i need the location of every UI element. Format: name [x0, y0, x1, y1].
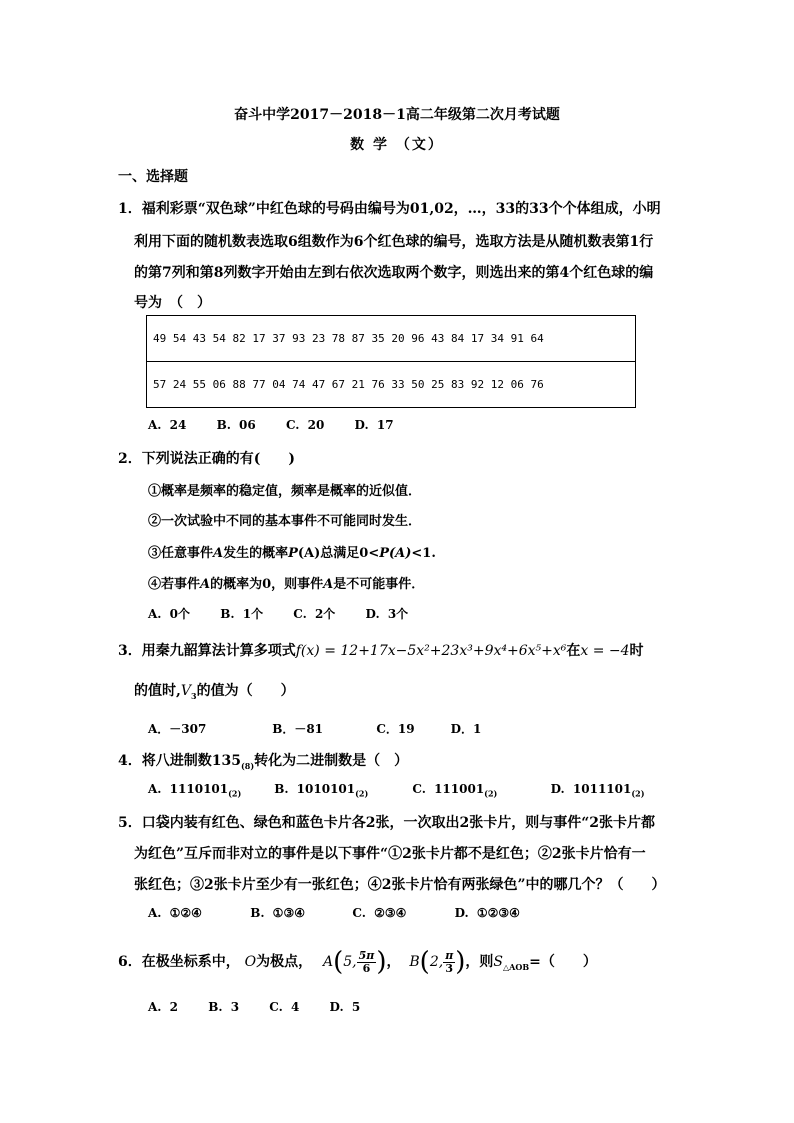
var-pa: P(A)	[379, 546, 412, 561]
var-a: A	[323, 577, 334, 592]
option-d: D. 17	[354, 418, 394, 432]
section-heading: 一、选择题	[118, 169, 188, 185]
point-a: A	[322, 954, 334, 970]
text: 是不可能事件．	[333, 577, 425, 592]
paren: (	[419, 947, 430, 977]
q1-line4: 号为 （ ）	[134, 295, 211, 311]
subscript: 3	[191, 690, 197, 701]
text: (A)总满足0<	[297, 546, 380, 561]
x-value: x = −4	[580, 643, 630, 659]
subscript: (8)	[240, 760, 255, 771]
option-a: A. 2	[148, 1000, 179, 1014]
subscript: (2)	[228, 788, 242, 799]
q6-options	[148, 1000, 382, 1014]
a-angle-fraction	[357, 950, 377, 975]
table-row	[147, 316, 636, 362]
option-d: D．1	[450, 722, 482, 736]
option-b: B. 1个	[220, 607, 264, 621]
var-o: O	[244, 954, 257, 970]
q2-statement-3	[148, 542, 436, 561]
numerator: π	[445, 948, 454, 962]
q1-line2: 利用下面的随机数表选取6组数作为6个红色球的编号，选取方法是从随机数表第1行	[134, 234, 654, 250]
text: =（ ）	[529, 954, 597, 970]
option-a	[148, 782, 244, 798]
text: 为极点，	[256, 954, 313, 970]
text: 4．将八进制数135	[118, 753, 241, 769]
numerator: 5π	[358, 948, 375, 962]
var-v: V	[180, 683, 191, 699]
option-c: C. 4	[269, 1000, 300, 1014]
text: ④若事件	[148, 577, 201, 592]
text: 转化为二进制数是（ ）	[254, 753, 409, 769]
q3-line2	[134, 680, 295, 701]
text: 6．在极坐标系中，	[118, 954, 240, 970]
subscript: △AOB	[503, 961, 530, 972]
table-row	[147, 362, 636, 408]
q1-line3: 的第7列和第8列数字开始由左到右依次选取两个数字，则选出来的第4个红色球的编	[134, 265, 654, 281]
point-b: B	[409, 954, 420, 970]
option-a: A. ①②④	[148, 906, 202, 920]
text: 的概率为0，则事件	[210, 577, 324, 592]
polynomial-formula: f(x) = 12+17x−5x²+23x³+9x⁴+6x⁵+x⁶	[295, 643, 567, 659]
paren: (	[333, 947, 344, 977]
denominator: 3	[445, 961, 454, 975]
table-cell: 49 54 43 54 82 17 37 93 23 78 87 35 20 96 43 84 17 34 91 64	[147, 316, 636, 362]
q2-statement-4	[148, 573, 424, 592]
b-angle-fraction	[443, 950, 455, 975]
text: 的值时,	[134, 683, 181, 699]
b-radius: 2,	[429, 954, 444, 970]
option-b: B. 3	[208, 1000, 240, 1014]
exam-title: 奋斗中学2017－2018－1高二年级第二次月考试题	[234, 107, 560, 123]
option-c: C. ②③④	[352, 906, 407, 920]
paren: )	[376, 947, 387, 977]
text: B. 1010101	[274, 782, 356, 796]
option-c	[412, 782, 520, 798]
q5-options	[148, 906, 542, 920]
option-c: C．19	[376, 722, 415, 736]
text: 的值为（ ）	[196, 683, 295, 699]
q5-line1: 5．口袋内装有红色、绿色和蓝色卡片各2张，一次取出2张卡片，则与事件“2张卡片都	[118, 815, 656, 831]
subscript: (2)	[631, 788, 645, 799]
option-b	[274, 782, 382, 798]
option-d: D. 3个	[365, 607, 409, 621]
q2-stem: 2．下列说法正确的有( )	[118, 451, 295, 467]
denominator: 6	[362, 961, 371, 975]
text: 时	[629, 643, 644, 659]
text: ③任意事件	[148, 546, 214, 561]
q2-statement-2: ②一次试验中不同的基本事件不可能同时发生．	[148, 514, 422, 529]
text: 3．用秦九韶算法计算多项式	[118, 643, 296, 659]
table-cell: 57 24 55 06 88 77 04 74 47 67 21 76 33 50 25 83 92 12 06 76	[147, 362, 636, 408]
option-c: C. 2个	[293, 607, 336, 621]
option-d: D. ①②③④	[454, 906, 520, 920]
text: 在	[566, 643, 581, 659]
paren: )	[455, 947, 466, 977]
text: <1.	[411, 546, 436, 561]
subscript: (2)	[355, 788, 369, 799]
text: C. 111001	[412, 782, 485, 796]
var-a: A	[200, 577, 211, 592]
option-d	[551, 782, 645, 798]
q1-line1: 1．福利彩票“双色球”中红色球的号码由编号为01,02，…，33的33个个体组成，小明	[118, 201, 661, 217]
q2-options	[148, 605, 430, 622]
q2-statement-1: ①概率是频率的稳定值，频率是概率的近似值．	[148, 484, 422, 499]
q3-stem	[118, 640, 644, 660]
text: 发生的概率	[223, 546, 289, 561]
option-b: B．－81	[272, 722, 324, 736]
q4-stem	[118, 750, 408, 771]
option-a: A．－307	[148, 722, 207, 736]
option-c: C. 20	[285, 418, 325, 432]
q3-options	[148, 720, 503, 737]
text: A. 1110101	[148, 782, 229, 796]
text: D. 1011101	[550, 782, 632, 796]
option-d: D. 5	[329, 1000, 361, 1014]
q5-line2: 为红色”互斥而非对立的事件是以下事件“①2张卡片都不是红色；②2张卡片恰有一	[134, 846, 646, 862]
q1-options	[148, 418, 416, 432]
text: ，则	[465, 954, 494, 970]
area-symbol: S	[493, 954, 503, 970]
q6-stem: 6．在极坐标系中， O为极点， A(5, $\frac{5\pi}{6}$ )， B(2, $\frac{\pi}{3}$ )，则$S_{\triangle AOB}=$（ ）	[118, 947, 597, 977]
q5-line3: 张红色；③2张卡片至少有一张红色；④2张卡片恰有两张绿色”中的哪几个？（ ）	[134, 877, 666, 893]
exam-subtitle: 数 学 （文）	[350, 137, 444, 153]
random-number-table	[146, 315, 636, 408]
a-radius: 5,	[343, 954, 357, 970]
option-b: B. ①③④	[250, 906, 305, 920]
option-b: B. 06	[216, 418, 256, 432]
subscript: (2)	[484, 788, 498, 799]
var-a: A	[213, 546, 224, 561]
option-a: A. 24	[148, 418, 187, 432]
option-a: A. 0个	[148, 607, 191, 621]
q4-options	[148, 782, 666, 798]
var-p: P	[288, 546, 298, 561]
